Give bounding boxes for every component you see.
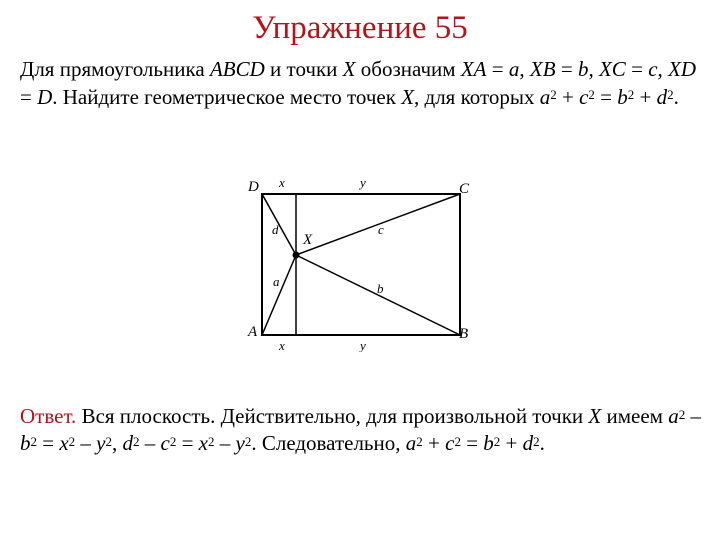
label-y-top: y xyxy=(360,175,366,190)
label-segment-b: b xyxy=(377,281,384,296)
segment-xa xyxy=(262,255,296,335)
label-vertex-a: A xyxy=(248,324,258,340)
label-segment-a: a xyxy=(273,274,280,289)
rectangle-diagram xyxy=(240,172,480,352)
answer-text: Ответ. Вся плоскость. Действительно, для произвольной точки X имеем $a^2 - b^2 = x^2 - y^2$, $d^2 - c^2 = x^2 - y^2$. Следовательно, $a^2 + c^2 = b^2 + d^2$. xyxy=(20,404,701,455)
label-y-bottom: y xyxy=(360,338,366,352)
label-segment-c: c xyxy=(378,222,384,237)
problem-statement: Для прямоугольника ABCD и точки X обозначим XA = a, XB = b, XC = c, XD = D. Найдите геометрическое место точек X, для которых $a^2 + c^2 = b^2 + d^2$. xyxy=(20,57,697,109)
answer-label: Ответ. xyxy=(20,404,77,428)
label-x-bottom: x xyxy=(279,338,285,352)
label-segment-d: d xyxy=(272,222,279,237)
slide-title: Упражнение 55 xyxy=(252,10,468,46)
point-x xyxy=(293,252,300,259)
label-vertex-d: D xyxy=(248,179,259,195)
label-x-top: x xyxy=(279,175,285,190)
segment-xd xyxy=(262,194,296,255)
label-vertex-b: B xyxy=(459,326,469,342)
label-vertex-c: C xyxy=(459,181,470,197)
label-point-x: X xyxy=(303,232,313,248)
